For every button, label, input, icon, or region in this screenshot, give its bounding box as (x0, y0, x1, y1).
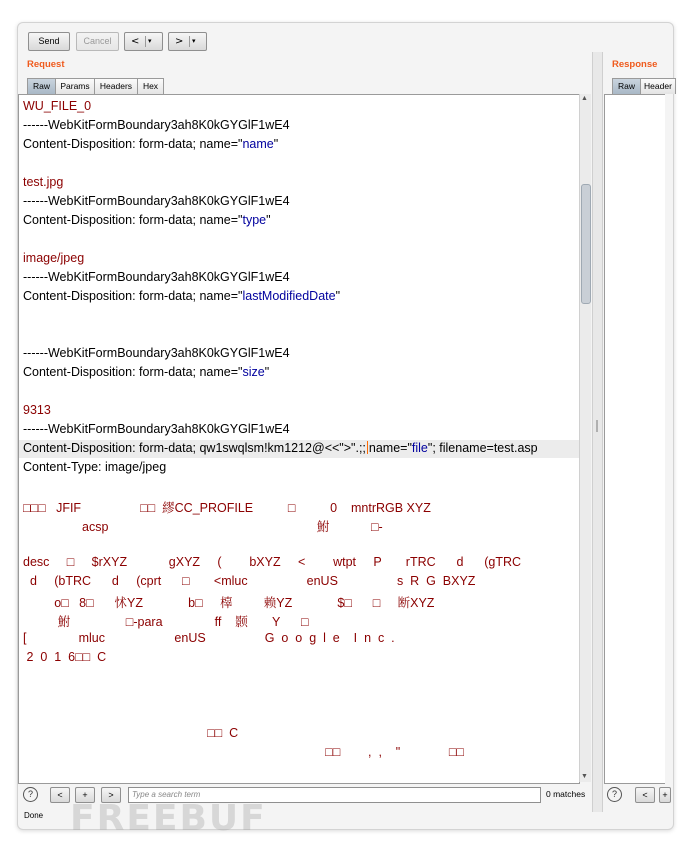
freebuf-watermark: FREEBUF (70, 798, 267, 839)
forward-arrow-icon: > (175, 36, 184, 47)
editor-line: 鮒 □-para ff 颢 Y □ (23, 615, 309, 629)
tab-hex[interactable]: Hex (137, 78, 164, 94)
editor-line: Content-Disposition: form-data; name="size" (23, 365, 270, 379)
request-scrollbar[interactable] (579, 94, 591, 782)
tab-params[interactable]: Params (55, 78, 95, 94)
help-icon[interactable]: ? (23, 787, 38, 802)
param-name-value: lastModifiedDate (242, 289, 336, 303)
search-input[interactable]: Type a search term (128, 787, 541, 803)
editor-line (23, 783, 329, 784)
scroll-up-icon[interactable]: ▲ (581, 95, 588, 102)
editor-line: ------WebKitFormBoundary3ah8K0kGYGlF1wE4 (23, 194, 290, 208)
response-search-prev-button[interactable]: < (635, 787, 655, 803)
tab-headers[interactable]: Headers (94, 78, 138, 94)
editor-line: desc □ $rXYZ gXYZ ( bXYZ < wtpt P rTRC d (gTRC (23, 555, 522, 569)
request-title: Request (27, 59, 65, 70)
response-editor[interactable] (604, 94, 665, 784)
editor-line: ------WebKitFormBoundary3ah8K0kGYGlF1wE4 (23, 270, 290, 284)
cancel-button[interactable]: Cancel (76, 32, 119, 51)
editor-line: Content-Disposition: form-data; name="lastModifiedDate" (23, 289, 341, 303)
scroll-down-icon[interactable]: ▼ (581, 773, 588, 780)
scroll-thumb[interactable] (581, 184, 591, 304)
editor-line: Content-Disposition: form-data; name="name" (23, 137, 279, 151)
editor-line: [ mluc enUS G o o g l e I n c . (23, 631, 395, 645)
editor-line: □□□ JFIF □□ 繆CC_PROFILE □ 0 mntrRGB XYZ (23, 501, 431, 515)
editor-line: test.jpg (23, 175, 64, 189)
forward-dropdown-icon[interactable]: ▾ (192, 38, 196, 45)
editor-line: Content-Disposition: form-data; name="type" (23, 213, 271, 227)
back-dropdown-icon[interactable]: ▾ (148, 38, 152, 45)
response-title: Response (612, 59, 658, 70)
param-name-value: name (242, 137, 274, 151)
split-pane-divider[interactable] (592, 52, 603, 812)
search-prev-button[interactable]: < (50, 787, 70, 803)
match-count: 0 matches (546, 789, 586, 799)
response-tab-headers[interactable]: Header (640, 78, 676, 94)
editor-line: 2 0 1 6□□ C (23, 650, 107, 664)
editor-line: o□ 8□ 怵YZ b□ 橭 赖YZ $□ □ 断XYZ (23, 596, 435, 610)
editor-line: Content-Type: image/jpeg (23, 460, 167, 474)
editor-line: image/jpeg (23, 251, 85, 265)
editor-line: acsp 鮒 □- (23, 520, 383, 534)
editor-line: □□ , , " □□ (23, 745, 464, 759)
search-add-button[interactable]: + (75, 787, 95, 803)
request-editor[interactable] (18, 94, 580, 784)
forward-button[interactable] (168, 32, 207, 51)
response-search-add-button[interactable]: + (659, 787, 671, 803)
back-button[interactable] (124, 32, 163, 51)
editor-line: d (bTRC d (cprt □ <mluc enUS s R G BXYZ (23, 574, 476, 588)
response-tab-raw[interactable]: Raw (612, 78, 641, 94)
editor-line: 9313 (23, 403, 51, 417)
param-name-value: file (411, 441, 428, 455)
editor-line: ------WebKitFormBoundary3ah8K0kGYGlF1wE4 (23, 346, 290, 360)
back-arrow-icon: < (131, 36, 140, 47)
param-name-value: type (242, 213, 267, 227)
text-caret (367, 441, 368, 454)
editor-line: □□ C (23, 726, 239, 740)
editor-line: Content-Disposition: form-data; qw1swqlsm!km1212@<<">".;; name="file"; filename=test.asp (23, 441, 538, 455)
response-help-icon[interactable]: ? (607, 787, 622, 802)
search-next-button[interactable]: > (101, 787, 121, 803)
editor-line: WU_FILE_0 (23, 99, 92, 113)
tab-raw[interactable]: Raw (27, 78, 56, 94)
param-name-value: size (242, 365, 265, 379)
status-text: Done (24, 811, 44, 820)
editor-line: ------WebKitFormBoundary3ah8K0kGYGlF1wE4 (23, 118, 290, 132)
editor-line: ------WebKitFormBoundary3ah8K0kGYGlF1wE4 (23, 422, 290, 436)
send-button[interactable]: Send (28, 32, 70, 51)
